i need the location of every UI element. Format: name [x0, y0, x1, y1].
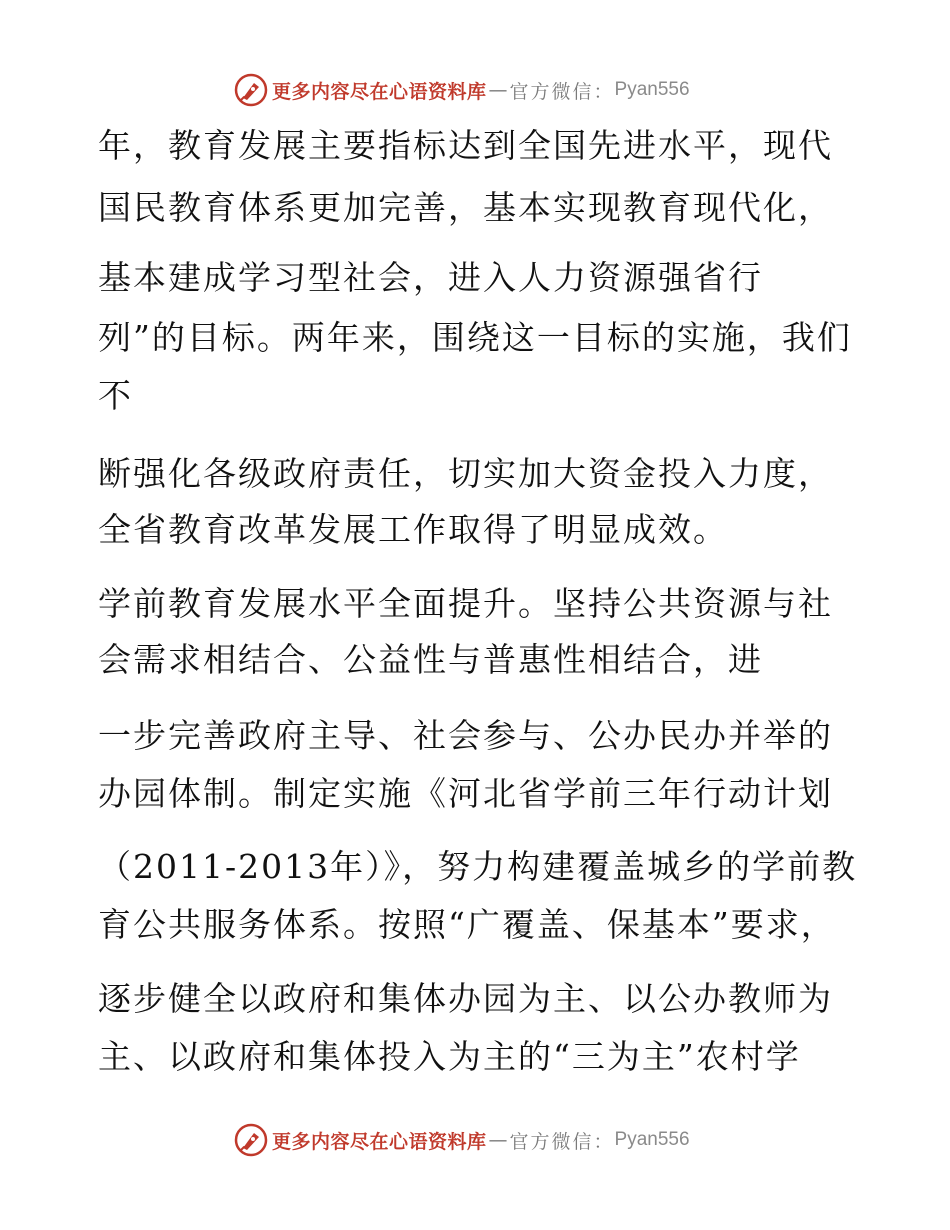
pen-nib-logo-icon — [234, 1123, 268, 1157]
watermark-wechat-id: Pyan556 — [614, 79, 690, 100]
text-line: 会需求相结合、公益性与普惠性相结合，进 — [98, 640, 763, 679]
text-line: 不 — [98, 376, 133, 415]
header-watermark — [234, 70, 690, 110]
text-line: 全省教育改革发展工作取得了明显成效。 — [98, 510, 728, 549]
watermark-separator: — — [488, 79, 508, 101]
watermark-wechat-id: Pyan556 — [614, 1129, 690, 1150]
text-line: 主、以政府和集体投入为主的“三为主”农村学 — [98, 1037, 801, 1076]
text-line: 办园体制。制定实施《河北省学前三年行动计划 — [98, 774, 833, 813]
watermark-brand-text: 更多内容尽在心语资料库 — [272, 80, 487, 103]
text-line: 年，教育发展主要指标达到全国先进水平，现代 — [98, 126, 833, 165]
text-line: 国民教育体系更加完善，基本实现教育现代化， — [98, 188, 833, 227]
text-line: 育公共服务体系。按照“广覆盖、保基本”要求， — [98, 905, 836, 944]
text-line: 基本建成学习型社会，进入人力资源强省行 — [98, 258, 763, 297]
pen-nib-logo-icon — [234, 73, 268, 107]
footer-watermark — [234, 1120, 690, 1160]
watermark-separator: — — [488, 1129, 508, 1151]
watermark-official-label: 官方微信： — [509, 1130, 615, 1153]
watermark-official-label: 官方微信： — [509, 80, 615, 103]
text-line: （2011-2013年）》，努力构建覆盖城乡的学前教 — [98, 847, 858, 886]
text-line: 列”的目标。两年来，围绕这一目标的实施，我们 — [98, 318, 852, 357]
text-line: 逐步健全以政府和集体办园为主、以公办教师为 — [98, 979, 833, 1018]
watermark-brand-text: 更多内容尽在心语资料库 — [272, 1130, 487, 1153]
text-line: 学前教育发展水平全面提升。坚持公共资源与社 — [98, 584, 833, 623]
text-line: 断强化各级政府责任，切实加大资金投入力度， — [98, 454, 833, 493]
text-line: 一步完善政府主导、社会参与、公办民办并举的 — [98, 716, 833, 755]
